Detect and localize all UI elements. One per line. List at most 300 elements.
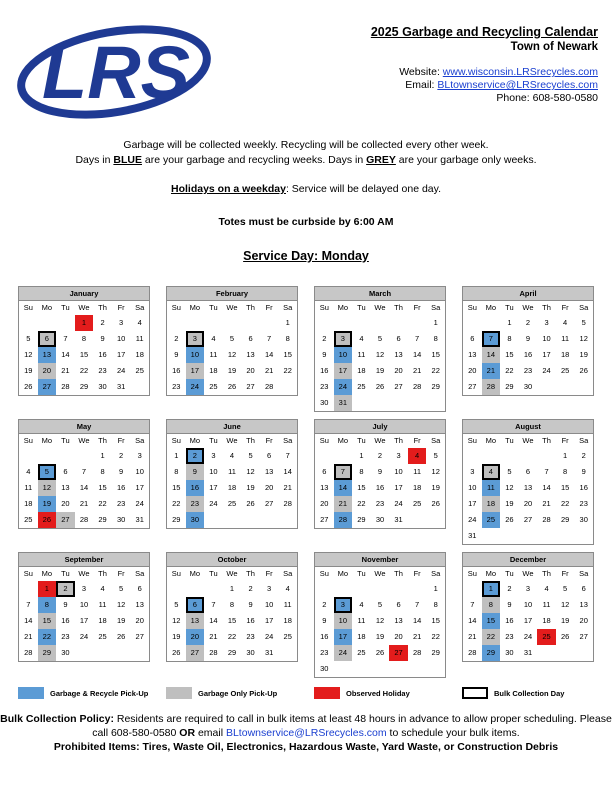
day-cell: 11 [357, 616, 366, 625]
day-cell: 25 [135, 366, 144, 375]
day-cell: 10 [116, 334, 126, 343]
day-cell: 24 [468, 515, 477, 524]
day-cell: 4 [100, 584, 105, 593]
day-name: Tu [357, 303, 366, 312]
day-cell: 8 [285, 334, 290, 343]
day-cell: 9 [186, 464, 205, 480]
website-link[interactable]: www.wisconsin.LRSrecycles.com [442, 66, 598, 78]
day-cell: 5 [248, 451, 253, 460]
day-name: Su [319, 303, 329, 312]
day-cell: 9 [322, 616, 327, 625]
day-cell: 21 [482, 363, 501, 379]
day-cell: 1 [507, 318, 512, 327]
day-name: We [226, 569, 238, 578]
day-cell: 5 [26, 334, 31, 343]
header [371, 26, 598, 105]
day-cell: 3 [267, 584, 272, 593]
day-cell: 30 [186, 512, 205, 528]
policy-text: Bulk Collection Policy: Residents are required to call in bulk items at least 48 hours in advance to allow proper scheduling. Please call 608-580-0580 OR email BLtownservice@LRSrecycles.com to schedule your bulk items. [0, 713, 612, 739]
day-name: Fr [265, 436, 273, 445]
day-cell: 13 [523, 483, 533, 492]
day-cell: 14 [412, 350, 422, 359]
day-name: Tu [357, 436, 366, 445]
day-cell: 25 [209, 382, 218, 391]
empty-cell [463, 315, 482, 331]
day-name: Sa [579, 569, 589, 578]
day-cell: 22 [172, 499, 181, 508]
day-cell: 22 [431, 366, 440, 375]
day-cell: 11 [98, 600, 107, 609]
day-cell: 16 [320, 366, 329, 375]
day-cell: 21 [209, 632, 218, 641]
day-name: Mo [485, 569, 497, 578]
day-name: Fr [561, 436, 569, 445]
day-cell: 2 [119, 451, 124, 460]
day-cell: 29 [431, 648, 440, 657]
month-title: July [314, 419, 446, 434]
empty-cell [334, 581, 353, 597]
day-cell: 24 [264, 632, 274, 641]
day-cell: 10 [209, 467, 218, 476]
day-cell: 28 [468, 648, 477, 657]
day-cell: 23 [523, 366, 533, 375]
day-cell: 30 [375, 515, 385, 524]
day-cell: 31 [116, 382, 126, 391]
month-grid [18, 434, 150, 529]
day-name: Fr [117, 303, 125, 312]
day-cell: 14 [412, 616, 422, 625]
day-cell: 19 [375, 366, 385, 375]
email-link[interactable]: BLtownservice@LRSrecycles.com [437, 79, 598, 91]
day-cell: 3 [186, 331, 205, 347]
day-cell: 10 [79, 600, 89, 609]
day-cell: 28 [209, 648, 218, 657]
day-name: Th [542, 303, 551, 312]
day-name: Sa [283, 303, 293, 312]
day-cell: 3 [470, 467, 475, 476]
service-day: Service Day: Monday [243, 249, 369, 263]
day-cell: 27 [320, 515, 329, 524]
day-cell: 31 [468, 531, 477, 540]
month-title: November [314, 552, 446, 567]
day-cell: 29 [505, 382, 514, 391]
day-cell: 4 [482, 464, 501, 480]
day-cell: 18 [357, 366, 366, 375]
day-cell: 19 [116, 616, 126, 625]
day-cell: 12 [116, 600, 126, 609]
day-cell: 28 [412, 648, 422, 657]
month-title: December [462, 552, 594, 567]
day-name: Tu [209, 436, 218, 445]
empty-cell [186, 315, 205, 331]
day-cell: 9 [100, 334, 105, 343]
empty-cell [352, 315, 371, 331]
empty-cell [315, 581, 334, 597]
day-cell: 25 [482, 512, 501, 528]
day-cell: 14 [542, 483, 551, 492]
month-grid [166, 567, 298, 662]
day-cell: 8 [482, 597, 501, 613]
day-cell: 22 [482, 629, 501, 645]
day-cell: 21 [412, 632, 422, 641]
day-name: Th [394, 303, 403, 312]
day-cell: 4 [285, 584, 290, 593]
day-cell: 1 [100, 451, 105, 460]
day-cell: 30 [579, 515, 588, 524]
day-cell: 3 [544, 318, 549, 327]
empty-cell [482, 448, 501, 464]
month-title: September [18, 552, 150, 567]
month-title: April [462, 286, 594, 301]
month-july [314, 419, 446, 529]
day-name: Mo [189, 436, 201, 445]
day-cell: 12 [579, 334, 588, 343]
day-cell: 21 [264, 366, 274, 375]
day-name: Tu [505, 569, 514, 578]
day-cell: 3 [396, 451, 401, 460]
day-cell: 18 [227, 483, 237, 492]
day-name: Su [23, 303, 33, 312]
empty-cell [186, 581, 205, 597]
day-cell: 18 [209, 366, 218, 375]
day-cell: 8 [507, 334, 512, 343]
day-cell: 25 [357, 648, 366, 657]
day-cell: 17 [334, 629, 353, 645]
day-cell: 17 [135, 483, 144, 492]
day-cell: 11 [542, 600, 551, 609]
holiday-note: Holidays on a weekday: Service will be delayed one day. [170, 183, 442, 195]
day-cell: 11 [228, 467, 236, 476]
day-cell: 13 [246, 350, 255, 359]
intro-line-1: Garbage will be collected weekly. Recycling will be collected every other week. [123, 139, 489, 151]
day-cell: 2 [100, 318, 105, 327]
day-cell: 15 [98, 483, 107, 492]
day-cell: 19 [227, 366, 237, 375]
day-cell: 27 [523, 515, 533, 524]
day-cell: 30 [320, 664, 329, 673]
day-cell: 6 [470, 334, 475, 343]
month-grid [462, 567, 594, 662]
day-cell: 17 [209, 483, 218, 492]
day-cell: 11 [135, 334, 144, 343]
day-cell: 22 [431, 632, 440, 641]
day-cell: 8 [433, 600, 438, 609]
month-grid [166, 434, 298, 529]
day-name: We [522, 436, 534, 445]
day-name: Tu [505, 303, 514, 312]
policy-email-link[interactable]: BLtownservice@LRSrecycles.com [225, 727, 387, 739]
month-grid [314, 567, 446, 678]
day-cell: 19 [560, 616, 570, 625]
day-name: Fr [561, 569, 569, 578]
month-march [314, 286, 446, 412]
day-cell: 26 [246, 499, 255, 508]
day-cell: 22 [79, 366, 89, 375]
day-cell: 16 [375, 483, 385, 492]
day-cell: 1 [433, 318, 438, 327]
day-cell: 1 [563, 451, 568, 460]
month-title: June [166, 419, 298, 434]
day-name: Mo [485, 303, 497, 312]
day-cell: 2 [56, 581, 75, 597]
month-title: October [166, 552, 298, 567]
day-cell: 11 [283, 600, 292, 609]
day-cell: 30 [320, 398, 329, 407]
day-cell: 10 [394, 467, 403, 476]
day-cell: 10 [135, 467, 144, 476]
day-cell: 10 [468, 483, 477, 492]
day-cell: 15 [505, 350, 514, 359]
day-name: Th [246, 436, 255, 445]
day-cell: 11 [357, 350, 366, 359]
day-cell: 17 [468, 499, 477, 508]
day-cell: 18 [24, 499, 33, 508]
day-cell: 14 [79, 483, 89, 492]
day-cell: 11 [24, 483, 33, 492]
day-name: Sa [431, 303, 441, 312]
day-cell: 21 [468, 632, 477, 641]
day-cell: 30 [61, 648, 70, 657]
intro-text [0, 138, 612, 168]
day-cell: 14 [61, 350, 70, 359]
day-name: Mo [41, 303, 53, 312]
month-title: March [314, 286, 446, 301]
day-name: Th [246, 569, 255, 578]
day-name: We [226, 303, 238, 312]
day-cell: 1 [359, 451, 364, 460]
day-cell: 11 [561, 334, 570, 343]
day-cell: 1 [75, 315, 94, 331]
day-cell: 12 [431, 467, 440, 476]
day-name: Sa [579, 436, 589, 445]
day-name: Mo [337, 303, 349, 312]
day-name: We [78, 569, 90, 578]
day-cell: 17 [523, 616, 533, 625]
day-cell: 4 [229, 451, 235, 460]
day-cell: 29 [357, 515, 366, 524]
day-cell: 17 [79, 616, 89, 625]
day-name: Su [467, 303, 477, 312]
day-cell: 21 [79, 499, 89, 508]
day-cell: 19 [505, 499, 514, 508]
day-cell: 7 [63, 334, 68, 343]
day-cell: 28 [61, 382, 70, 391]
day-cell: 31 [334, 395, 353, 411]
day-cell: 28 [24, 648, 33, 657]
empty-cell [204, 315, 223, 331]
empty-cell [389, 581, 408, 597]
day-cell: 16 [116, 483, 126, 492]
empty-cell [38, 315, 57, 331]
logo-text: LRS [42, 31, 190, 114]
day-cell: 6 [396, 334, 401, 343]
day-cell: 14 [283, 467, 292, 476]
day-cell: 4 [137, 318, 142, 327]
day-cell: 20 [468, 366, 477, 375]
day-cell: 2 [322, 600, 327, 609]
day-cell: 12 [375, 616, 385, 625]
day-name: Sa [135, 303, 145, 312]
day-cell: 25 [357, 382, 366, 391]
day-cell: 28 [542, 515, 551, 524]
empty-cell [463, 448, 482, 464]
empty-cell [204, 581, 223, 597]
day-name: Mo [485, 436, 497, 445]
month-grid [18, 567, 150, 662]
empty-cell [519, 448, 538, 464]
day-cell: 14 [334, 480, 353, 496]
day-name: Fr [117, 569, 125, 578]
day-cell: 10 [542, 334, 551, 343]
day-cell: 15 [357, 483, 366, 492]
day-cell: 1 [229, 584, 235, 593]
day-cell: 5 [507, 467, 512, 476]
day-cell: 11 [209, 350, 218, 359]
day-cell: 24 [186, 379, 205, 395]
day-cell: 29 [98, 515, 107, 524]
day-cell: 1 [433, 584, 438, 593]
day-cell: 16 [186, 480, 205, 496]
day-cell: 16 [320, 632, 329, 641]
day-cell: 7 [334, 464, 353, 480]
day-cell: 26 [431, 499, 440, 508]
day-cell: 11 [482, 480, 501, 496]
day-cell: 4 [359, 334, 364, 343]
day-cell: 6 [38, 331, 57, 347]
month-grid [462, 434, 594, 545]
day-cell: 15 [482, 613, 501, 629]
day-cell: 25 [560, 366, 570, 375]
day-cell: 31 [523, 648, 533, 657]
day-name: We [374, 303, 386, 312]
day-cell: 26 [24, 382, 33, 391]
day-name: We [374, 436, 386, 445]
day-cell: 21 [542, 499, 551, 508]
day-cell: 10 [523, 600, 533, 609]
day-name: Su [467, 569, 477, 578]
day-cell: 13 [394, 350, 403, 359]
legend-blue: Garbage & Recycle Pick-Up [18, 687, 148, 699]
month-june [166, 419, 298, 529]
day-cell: 23 [320, 648, 329, 657]
day-cell: 25 [24, 515, 33, 524]
day-cell: 5 [119, 584, 124, 593]
day-cell: 5 [174, 600, 179, 609]
day-cell: 5 [377, 600, 383, 609]
day-name: Th [394, 436, 403, 445]
day-cell: 4 [563, 318, 568, 327]
day-cell: 16 [246, 616, 255, 625]
day-cell: 4 [359, 600, 364, 609]
day-cell: 6 [396, 600, 401, 609]
day-cell: 10 [264, 600, 274, 609]
day-cell: 7 [415, 334, 420, 343]
grey-word: GREY [366, 154, 396, 166]
day-cell: 23 [186, 496, 205, 512]
day-cell: 9 [63, 600, 68, 609]
day-cell: 20 [186, 629, 205, 645]
day-cell: 27 [579, 632, 588, 641]
day-cell: 24 [209, 499, 218, 508]
empty-cell [334, 315, 353, 331]
day-cell: 9 [119, 467, 124, 476]
day-name: Su [171, 303, 181, 312]
day-cell: 6 [581, 584, 586, 593]
day-cell: 12 [172, 616, 181, 625]
day-cell: 6 [322, 467, 327, 476]
day-cell: 27 [38, 379, 57, 395]
legend-swatch-grey [166, 687, 192, 699]
day-cell: 31 [135, 515, 144, 524]
day-cell: 1 [174, 451, 179, 460]
day-cell: 26 [560, 632, 570, 641]
day-cell: 23 [172, 382, 181, 391]
empty-cell [19, 581, 38, 597]
month-title: August [462, 419, 594, 434]
day-cell: 15 [431, 616, 440, 625]
day-cell: 2 [248, 584, 253, 593]
website-line: Website: www.wisconsin.LRSrecycles.com [399, 66, 598, 78]
lrs-logo [16, 14, 212, 126]
day-cell: 9 [322, 350, 327, 359]
day-name: Mo [41, 569, 53, 578]
empty-cell [167, 581, 186, 597]
empty-cell [408, 581, 427, 597]
day-cell: 29 [431, 382, 440, 391]
day-name: Fr [413, 436, 421, 445]
day-cell: 20 [264, 483, 274, 492]
day-cell: 17 [334, 363, 353, 379]
day-cell: 8 [433, 334, 438, 343]
day-cell: 15 [560, 483, 570, 492]
month-title: January [18, 286, 150, 301]
empty-cell [537, 448, 556, 464]
day-cell: 5 [563, 584, 568, 593]
month-title: February [166, 286, 298, 301]
day-cell: 5 [377, 334, 383, 343]
day-cell: 6 [186, 597, 205, 613]
day-cell: 7 [415, 600, 420, 609]
day-cell: 10 [334, 347, 353, 363]
day-cell: 3 [525, 584, 531, 593]
day-name: Tu [209, 569, 218, 578]
empty-cell [19, 448, 38, 464]
month-january [18, 286, 150, 396]
day-cell: 4 [26, 467, 31, 476]
town-name: Town of Newark [510, 41, 598, 53]
day-cell: 17 [542, 350, 551, 359]
day-cell: 18 [98, 616, 107, 625]
day-cell: 18 [542, 616, 551, 625]
day-name: Th [542, 436, 551, 445]
day-cell: 14 [264, 350, 274, 359]
intro-line-2: Days in BLUE are your garbage and recycling weeks. Days in GREY are your garbage only weeks. [75, 154, 537, 166]
day-cell: 12 [246, 467, 255, 476]
day-cell: 19 [172, 632, 181, 641]
day-name: Su [171, 569, 181, 578]
day-cell: 1 [285, 318, 290, 327]
day-cell: 7 [482, 331, 501, 347]
empty-cell [223, 315, 242, 331]
day-cell: 20 [394, 366, 403, 375]
day-cell: 28 [283, 499, 292, 508]
empty-cell [371, 581, 390, 597]
day-cell: 21 [24, 632, 33, 641]
totes-note: Totes must be curbside by 6:00 AM [218, 216, 394, 228]
empty-cell [500, 448, 519, 464]
day-cell: 22 [505, 366, 514, 375]
bulk-policy [0, 712, 612, 754]
